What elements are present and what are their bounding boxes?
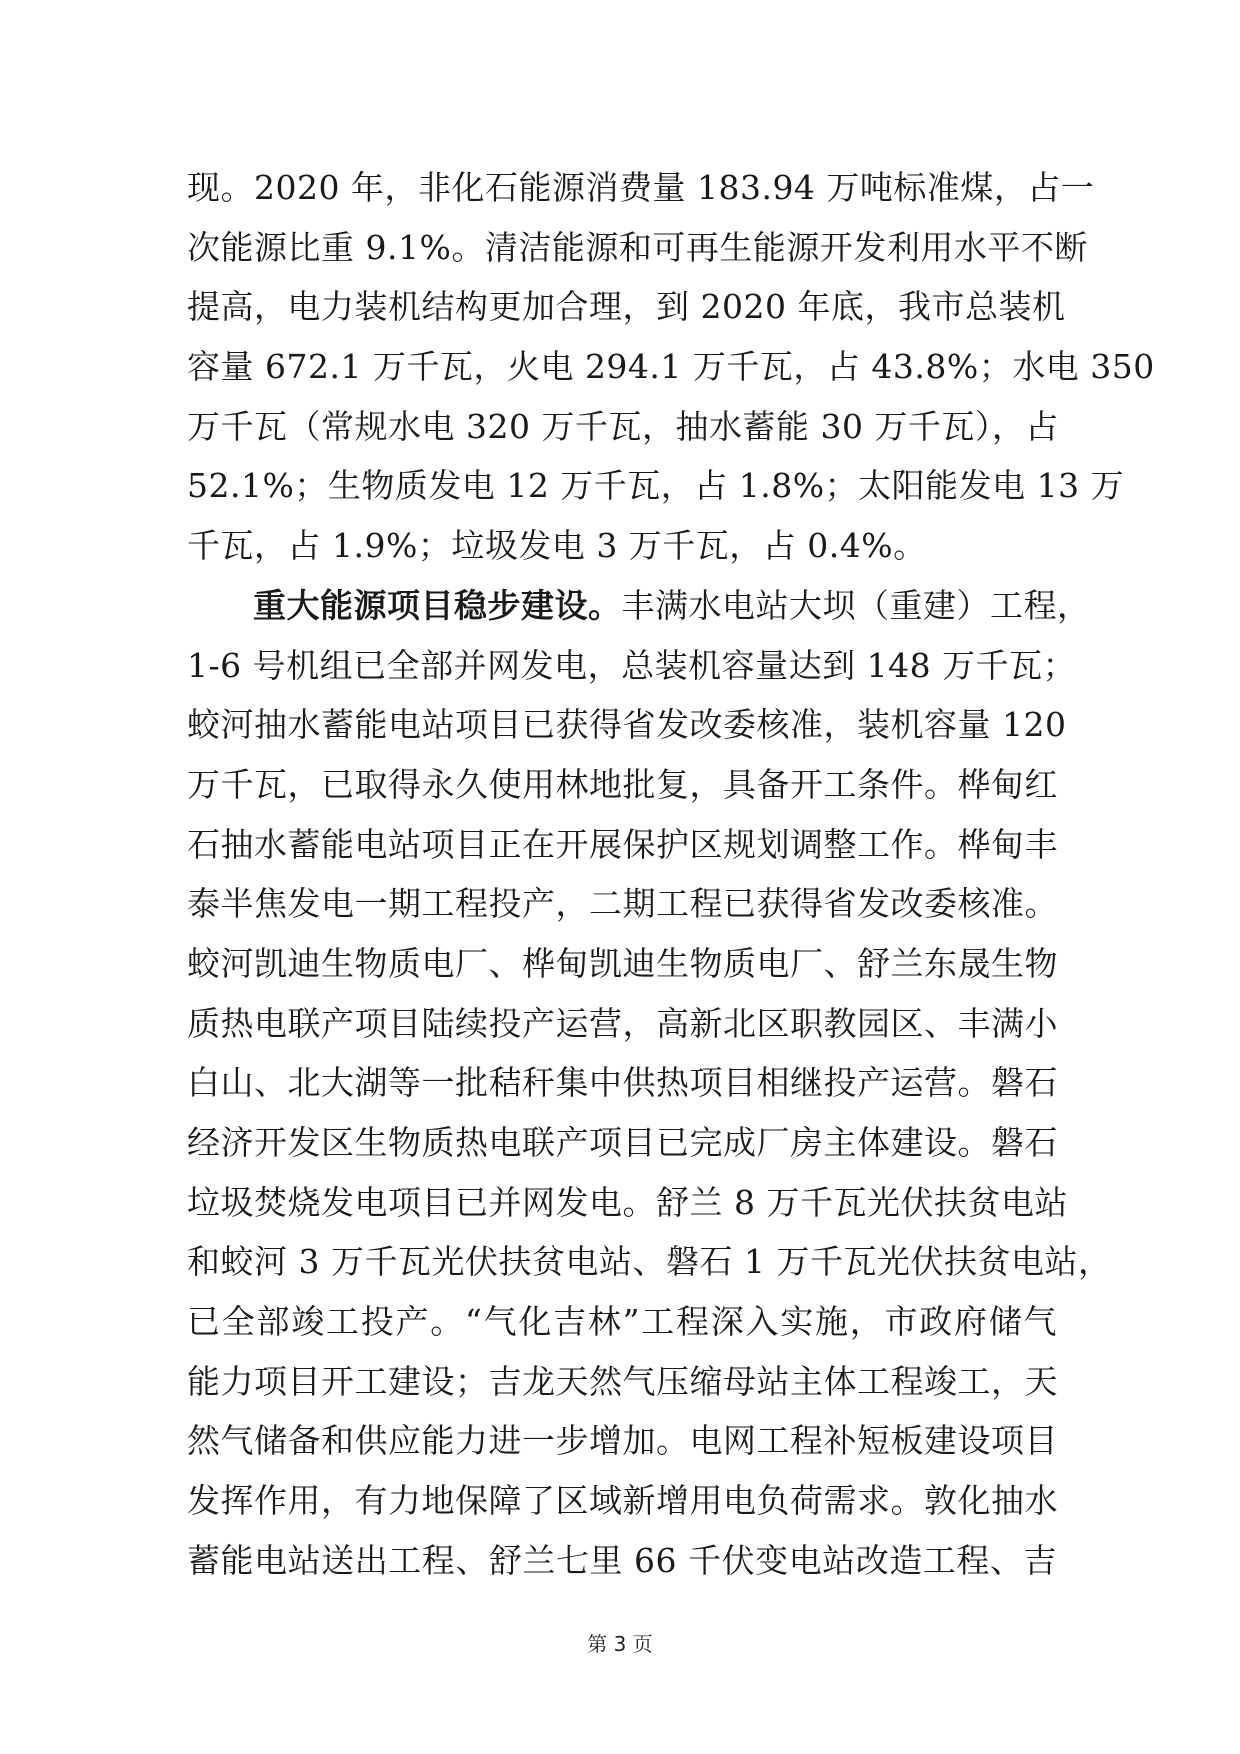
text-line: 次能源比重 9.1%。清洁能源和可再生能源开发利用水平不断 [187,227,1088,267]
text-line: 提高，电力装机结构更加合理，到 2020 年底，我市总装机 [187,287,1066,327]
text-line: 蛟河凯迪生物质电厂、桦甸凯迪生物质电厂、舒兰东晟生物 [187,943,1058,983]
paragraph-major-projects [187,576,1112,1591]
text-line: 已全部竣工投产。“气化吉林”工程深入实施，市政府储气 [187,1302,1057,1342]
text-line: 蓄能电站送出工程、舒兰七里 66 千伏变电站改造工程、吉 [187,1540,1057,1580]
text-segment: 丰满水电站大坝（重建）工程， [621,585,1091,625]
text-line: 发挥作用，有力地保障了区域新增用电负荷需求。敦化抽水 [187,1481,1058,1521]
text-line: 质热电联产项目陆续投产运营，高新北区职教园区、丰满小 [187,1003,1058,1043]
text-line: 万千瓦（常规水电 320 万千瓦，抽水蓄能 30 万千瓦），占 [187,406,1059,446]
text-line: 然气储备和供应能力进一步增加。电网工程补短板建设项目 [187,1421,1058,1461]
body-text [187,158,1155,1591]
text-line: 万千瓦，已取得永久使用林地批复，具备开工条件。桦甸红 [187,764,1058,804]
paragraph-energy-structure [187,158,1155,576]
text-line: 52.1%；生物质发电 12 万千瓦，占 1.8%；太阳能发电 13 万 [187,466,1125,506]
text-line: 泰半焦发电一期工程投产，二期工程已获得省发改委核准。 [187,884,1058,924]
text-line: 千瓦，占 1.9%；垃圾发电 3 万千瓦，占 0.4%。 [187,526,927,566]
text-line: 能力项目开工建设；吉龙天然气压缩母站主体工程竣工，天 [187,1361,1058,1401]
page-number: 第 3 页 [587,1632,653,1656]
text-line: 蛟河抽水蓄能电站项目已获得省发改委核准，装机容量 120 [187,705,1067,745]
text-line: 石抽水蓄能电站项目正在开展保护区规划调整工作。桦甸丰 [187,824,1058,864]
text-line: 容量 672.1 万千瓦，火电 294.1 万千瓦，占 43.8%；水电 350 [187,347,1155,387]
text-line: 经济开发区生物质热电联产项目已完成厂房主体建设。磐石 [187,1123,1058,1162]
text-line: 1-6 号机组已全部并网发电，总装机容量达到 148 万千瓦； [187,645,1077,685]
paragraph-heading: 重大能源项目稳步建设。 [253,585,622,625]
text-line [187,576,1091,636]
text-line: 垃圾焚烧发电项目已并网发电。舒兰 8 万千瓦光伏扶贫电站 [187,1182,1068,1222]
text-line: 和蛟河 3 万千瓦光伏扶贫电站、磐石 1 万千瓦光伏扶贫电站， [187,1242,1112,1282]
text-line: 白山、北大湖等一批秸秆集中供热项目相继投产运营。磐石 [187,1063,1058,1103]
text-line: 现。2020 年，非化石能源消费量 183.94 万吨标准煤，占一 [187,168,1095,207]
